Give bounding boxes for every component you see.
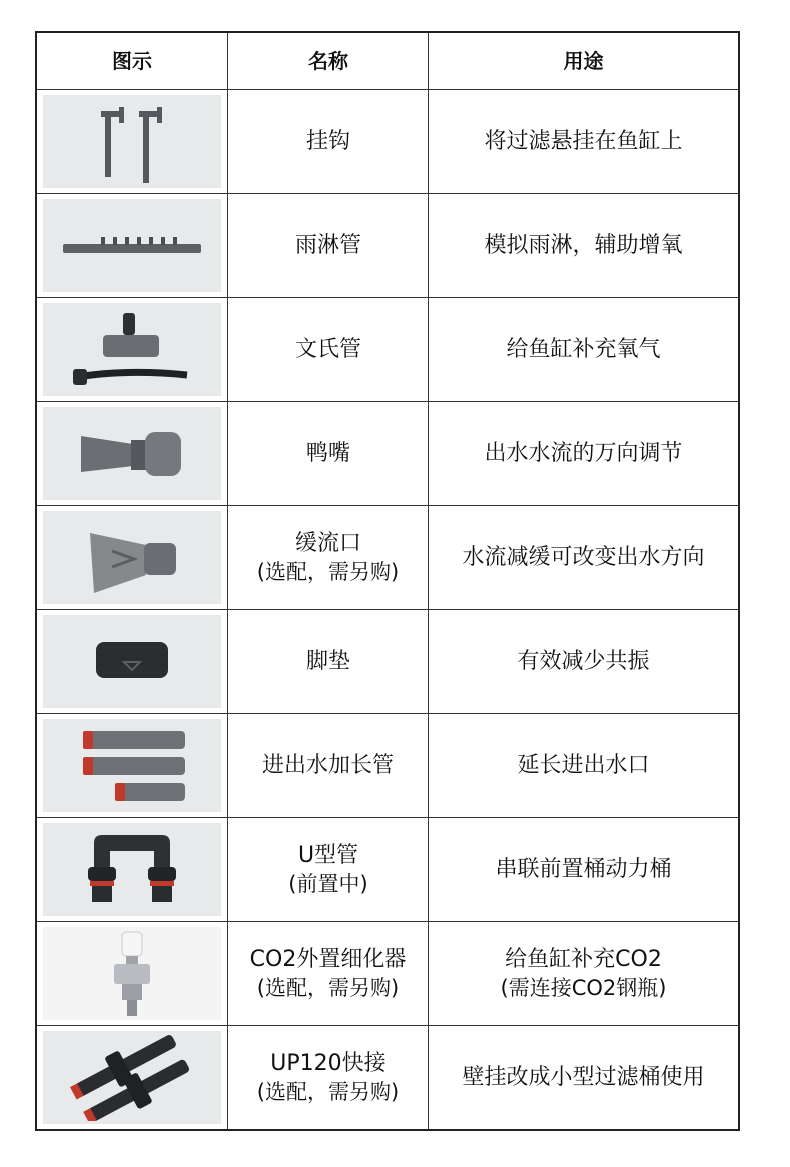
u-pipe-icon: [43, 823, 221, 916]
duckbill-nozzle-icon: [43, 407, 221, 500]
item-name-note: (选配，需另购): [256, 559, 400, 584]
item-use: 壁挂改成小型过滤桶使用: [428, 1026, 738, 1129]
accessory-table: [35, 31, 740, 1131]
item-name: UP120快接: [270, 1050, 386, 1076]
item-name: 脚垫: [227, 610, 428, 713]
item-use: 水流减缓可改变出水方向: [428, 506, 738, 609]
table-row: [37, 713, 738, 817]
table-row: [37, 193, 738, 297]
item-use: 给鱼缸补充氧气: [428, 298, 738, 401]
item-name-note: (前置中): [288, 871, 368, 896]
table-row: [37, 1025, 738, 1129]
table-row: [37, 89, 738, 193]
header-use: 用途: [428, 33, 738, 89]
item-use: 出水水流的万向调节: [428, 402, 738, 505]
header-image: 图示: [112, 49, 152, 73]
table-row: [37, 609, 738, 713]
item-use: 给鱼缸补充CO2: [505, 946, 662, 972]
spray-bar-icon: [43, 199, 221, 292]
item-use: 模拟雨淋，辅助增氧: [428, 194, 738, 297]
item-name-note: (选配，需另购): [256, 1079, 400, 1104]
table-row: [37, 817, 738, 921]
item-use: 有效减少共振: [428, 610, 738, 713]
table-row: [37, 401, 738, 505]
item-name: 缓流口: [294, 530, 361, 556]
item-use: 串联前置桶动力桶: [428, 818, 738, 921]
extension-tube-icon: [43, 719, 221, 812]
table-row: [37, 505, 738, 609]
foot-pad-icon: [43, 615, 221, 708]
item-name: U型管: [297, 842, 359, 868]
co2-diffuser-icon: [43, 927, 221, 1020]
item-name: CO2外置细化器: [249, 946, 407, 972]
table-header-row: [37, 33, 738, 89]
item-name: 鸭嘴: [227, 402, 428, 505]
item-name: 进出水加长管: [227, 714, 428, 817]
item-name: 雨淋管: [227, 194, 428, 297]
table-row: [37, 921, 738, 1025]
item-name-note: (选配，需另购): [256, 975, 400, 1000]
quick-connector-icon: [43, 1031, 221, 1124]
venturi-tube-icon: [43, 303, 221, 396]
item-use: 将过滤悬挂在鱼缸上: [428, 90, 738, 193]
flow-diffuser-icon: [43, 511, 221, 604]
item-name: 文氏管: [227, 298, 428, 401]
table-row: [37, 297, 738, 401]
item-use-note: (需连接CO2钢瓶): [500, 975, 667, 1000]
item-name: 挂钩: [227, 90, 428, 193]
item-use: 延长进出水口: [428, 714, 738, 817]
header-name: 名称: [227, 33, 428, 89]
hook-icon: [43, 95, 221, 188]
